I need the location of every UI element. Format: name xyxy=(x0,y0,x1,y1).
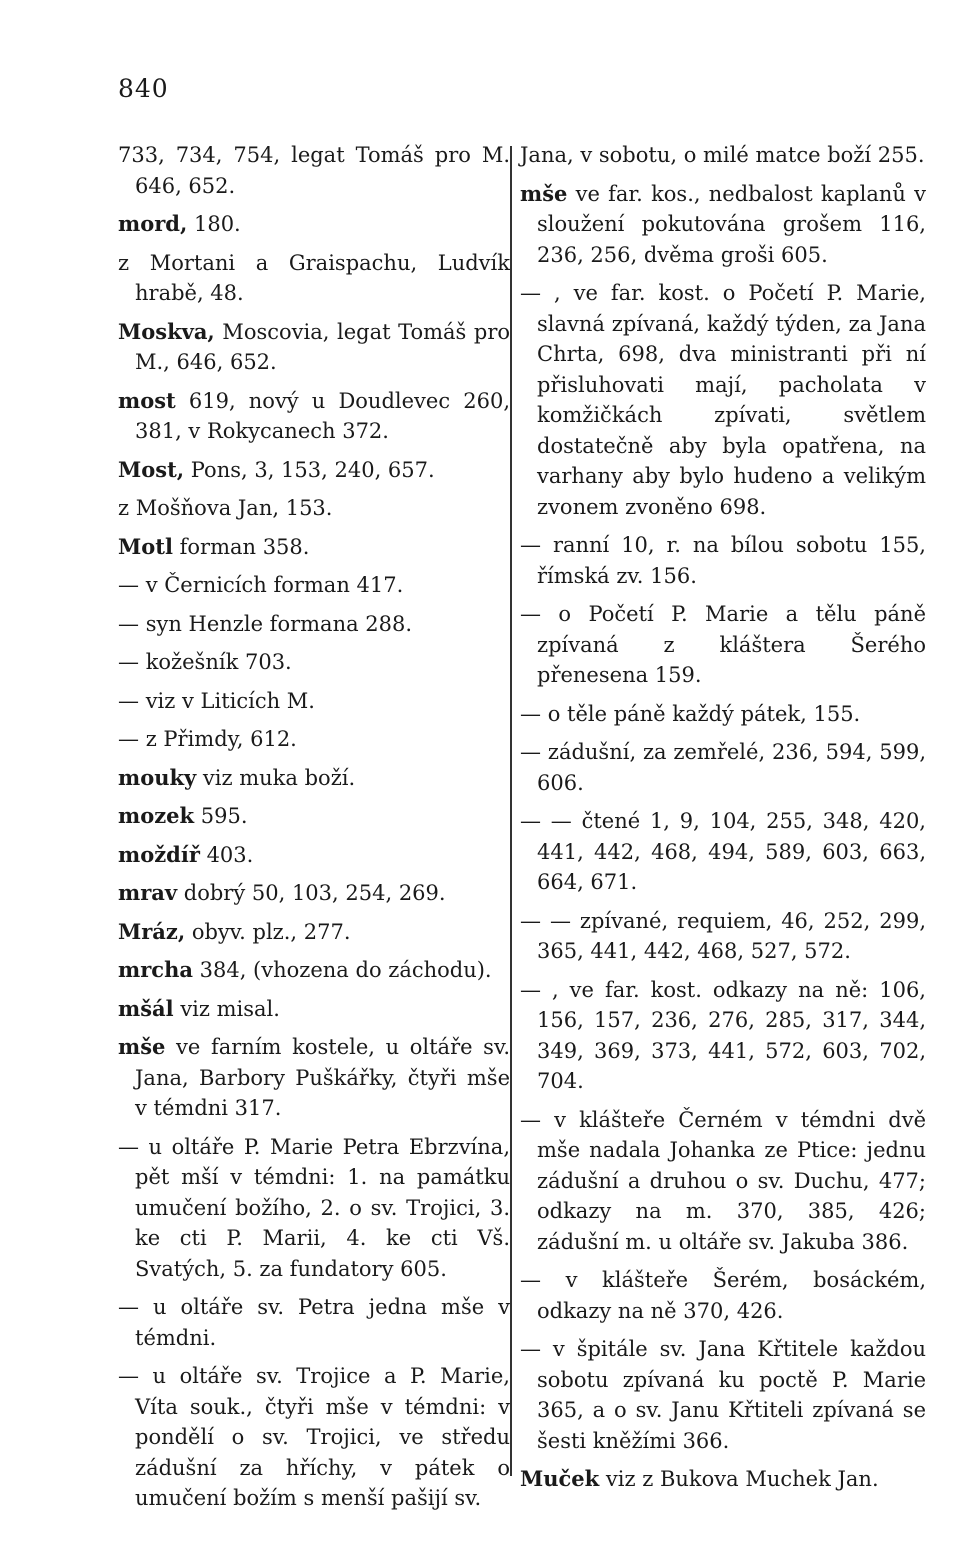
entry-headword: mrav xyxy=(118,880,178,905)
entry-headword: moždíř xyxy=(118,841,200,867)
index-entry xyxy=(118,386,510,447)
index-entry xyxy=(118,455,510,486)
entry-headword: Muček xyxy=(520,1466,600,1491)
index-column-left xyxy=(118,140,510,1522)
entry-text: zádušní, za zemřelé, 236, 594, 599, 606. xyxy=(537,740,926,795)
entry-headword: mrcha xyxy=(118,957,193,982)
index-entry xyxy=(520,975,926,1097)
index-entry xyxy=(118,1032,510,1124)
index-entry xyxy=(118,647,510,678)
entry-headword: mše xyxy=(520,180,568,206)
index-entry xyxy=(118,955,510,986)
entry-text: 180. xyxy=(187,212,241,236)
entry-headword: Motl xyxy=(118,533,173,559)
entry-headword: mouky xyxy=(118,764,197,790)
entry-headword: Mráz, xyxy=(118,918,186,944)
entry-text: u oltáře P. Marie Petra Ebrzvína, pět mší v témdni: 1. na památku umučení božího, 2. o sv. Trojici, 3. ke cti P. Marii, 4. ke cti Vš. Svatých, 5. za fundatory 605. xyxy=(135,1134,510,1281)
entry-headword: most xyxy=(118,387,176,413)
entry-text: z Přimdy, 612. xyxy=(145,727,297,751)
index-entry xyxy=(118,1292,510,1353)
index-entry xyxy=(520,278,926,522)
entry-text: u oltáře sv. Petra jedna mše v témdni. xyxy=(135,1295,510,1350)
entry-text: ve far. kos., nedbalost kaplanů v sloužení pokutována grošem 116, 236, 256, dvěma groši 605. xyxy=(537,181,926,267)
index-column-right xyxy=(520,140,926,1503)
entry-text: Moscovia, legat Tomáš pro M., 646, 652. xyxy=(135,319,510,374)
index-entry xyxy=(520,1334,926,1456)
entry-text: Pons, 3, 153, 240, 657. xyxy=(184,457,435,482)
index-entry xyxy=(118,248,510,309)
index-entry xyxy=(520,530,926,591)
index-entry xyxy=(520,140,926,171)
column-divider xyxy=(510,146,512,1476)
entry-text: v klášteře Černém v témdni dvě mše nadala Johanka ze Ptice: jednu zádušní a druhou o sv. Duchu, 477; odkazy na m. 370, 385, 426; zádušní m. u oltáře sv. Jakuba 386. xyxy=(537,1107,926,1254)
entry-headword: mord, xyxy=(118,211,188,236)
entry-text: obyv. plz., 277. xyxy=(185,919,351,944)
entry-text: v špitále sv. Jana Křtitele každou sobotu zpívaná ku poctě P. Marie 365, a o sv. Janu Křtiteli zpívaná se šesti kněžími 366. xyxy=(537,1337,926,1453)
entry-text: Jana, v sobotu, o milé matce boží 255. xyxy=(520,143,925,167)
index-entry xyxy=(520,699,926,730)
entry-text: viz v Liticích M. xyxy=(145,688,315,713)
entry-text: o Početí P. Marie a tělu páně zpívaná z kláštera Šerého přenesena 159. xyxy=(537,602,926,687)
entry-headword: mozek xyxy=(118,803,195,828)
entry-text: , ve far. kost. odkazy na ně: 106, 156, 157, 236, 276, 285, 317, 344, 349, 369, 373, 441, 572, 603, 702, 704. xyxy=(537,977,926,1093)
entry-text: syn Henzle formana 288. xyxy=(145,611,413,636)
index-entry xyxy=(118,686,510,717)
index-entry xyxy=(118,724,510,755)
entry-text: viz z Bukova Muchek Jan. xyxy=(599,1467,879,1491)
index-entry xyxy=(118,570,510,601)
entry-text: ve farním kostele, u oltáře sv. Jana, Barbory Puškářky, čtyři mše v témdni 317. xyxy=(135,1035,510,1120)
entry-text: ranní 10, r. na bílou sobotu 155, římská zv. 156. xyxy=(537,533,926,588)
index-entry xyxy=(118,878,510,909)
index-entry xyxy=(520,599,926,691)
entry-text: forman 358. xyxy=(172,534,310,559)
index-entry xyxy=(118,317,510,378)
entry-text: čtené 1, 9, 104, 255, 348, 420, 441, 442, 468, 494, 589, 603, 663, 664, 671. xyxy=(537,809,926,894)
index-entry xyxy=(118,994,510,1025)
index-entry xyxy=(118,140,510,201)
index-entry xyxy=(520,179,926,271)
entry-text: v Černicích forman 417. xyxy=(145,573,404,597)
entry-text: 595. xyxy=(194,804,248,828)
index-entry xyxy=(118,1361,510,1514)
entry-text: kožešník 703. xyxy=(145,650,292,674)
entry-text: 403. xyxy=(199,842,254,867)
entry-text: v klášteře Šerém, bosáckém, odkazy na ně 370, 426. xyxy=(537,1268,926,1323)
entry-text: , ve far. kost. o Početí P. Marie, slavná zpívaná, každý týden, za Jana Chrta, 698, dva ministranti při ní přisluhovati mají, pacholata v komžičkách zpívati, světlem dostatečně aby byla opatřena, na varhany aby bylo hudeno a velikým zvonem zvoněno 698. xyxy=(537,281,926,519)
index-entry xyxy=(520,806,926,898)
index-entry xyxy=(118,209,510,240)
index-entry xyxy=(520,737,926,798)
index-entry xyxy=(118,609,510,640)
entry-headword: mše xyxy=(118,1034,166,1059)
entry-text: viz misal. xyxy=(173,996,280,1021)
entry-text: 619, nový u Doudlevec 260, 381, v Rokycanech 372. xyxy=(135,388,510,443)
index-entry xyxy=(118,801,510,832)
index-entry xyxy=(118,763,510,794)
entry-text: z Mošňova Jan, 153. xyxy=(118,496,333,520)
entry-text: dobrý 50, 103, 254, 269. xyxy=(177,881,446,905)
index-entry xyxy=(118,493,510,524)
entry-headword: mšál xyxy=(118,995,174,1021)
entry-text: viz muka boží. xyxy=(196,765,356,790)
page-number: 840 xyxy=(118,74,169,103)
index-entry xyxy=(118,917,510,948)
index-entry xyxy=(118,532,510,563)
index-entry xyxy=(520,1265,926,1326)
entry-text: u oltáře sv. Trojice a P. Marie, Víta souk., čtyři mše v témdni: v pondělí o sv. Trojici, ve středu zádušní za hříchy, v pátek o umučení božím s menší pašijí sv. xyxy=(135,1364,510,1510)
index-entry xyxy=(118,1132,510,1285)
entry-text: 733, 734, 754, legat Tomáš pro M. 646, 652. xyxy=(118,143,510,198)
entry-text: z Mortani a Graispachu, Ludvík hrabě, 48. xyxy=(118,250,510,305)
entry-text: 384, (vhozena do záchodu). xyxy=(192,958,492,982)
index-entry xyxy=(118,840,510,871)
entry-text: zpívané, requiem, 46, 252, 299, 365, 441, 442, 468, 527, 572. xyxy=(537,908,927,963)
index-entry xyxy=(520,906,926,967)
index-entry xyxy=(520,1464,926,1495)
entry-text: o těle páně každý pátek, 155. xyxy=(547,701,861,726)
entry-headword: Most, xyxy=(118,456,185,482)
index-entry xyxy=(520,1105,926,1258)
entry-headword: Moskva, xyxy=(118,318,215,344)
